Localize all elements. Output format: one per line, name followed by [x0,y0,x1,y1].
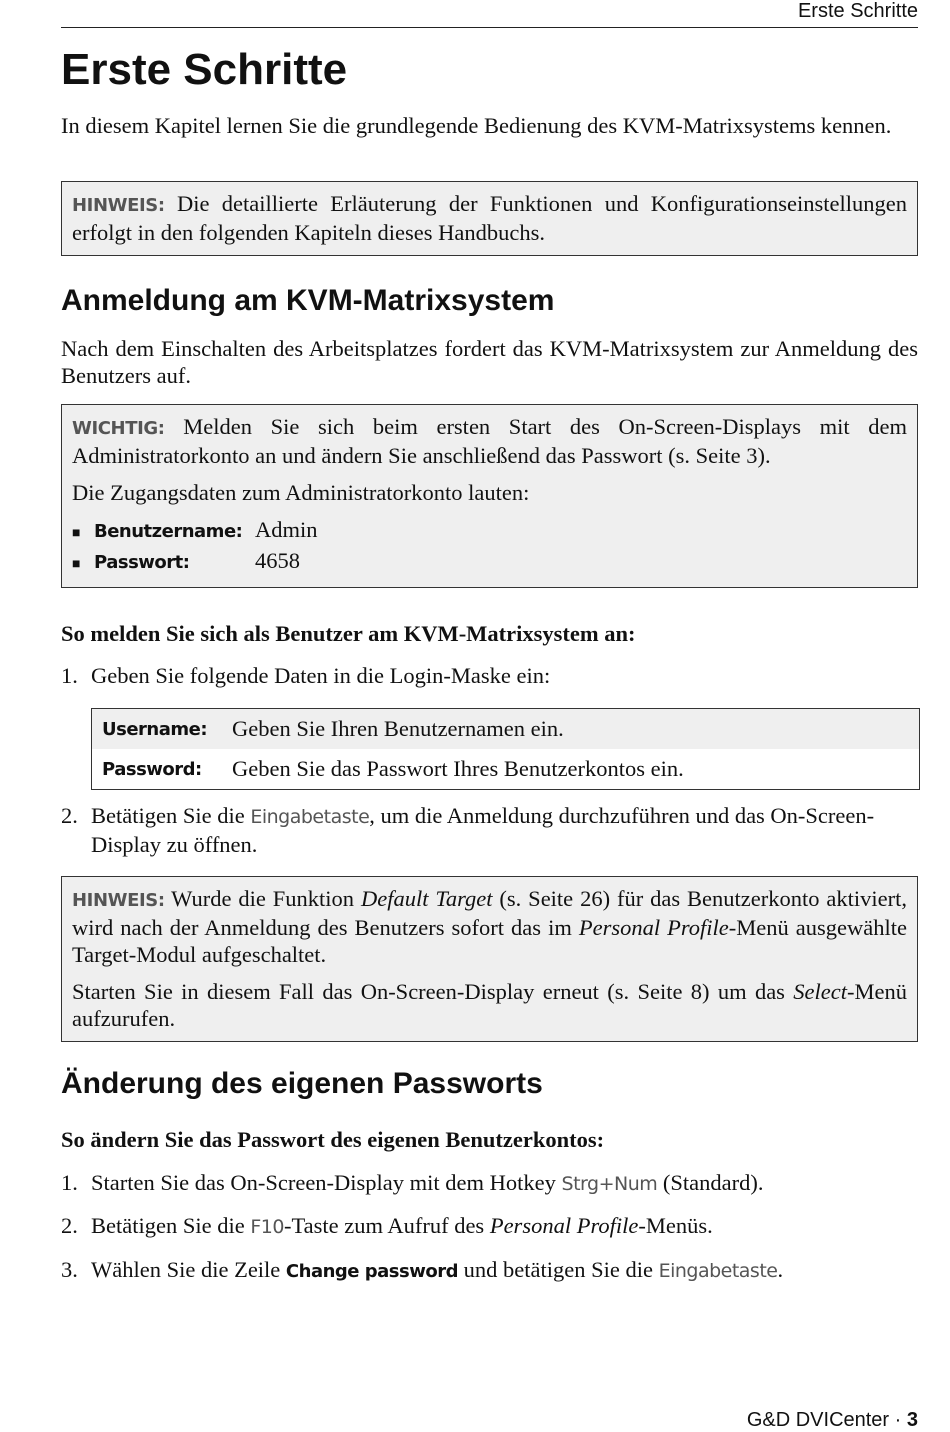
step-number: 1. [61,663,78,688]
list-item [72,516,907,547]
step-text-part: Betätigen Sie die [91,803,251,828]
step-text-part: (Standard). [657,1170,764,1195]
field-name: Password: [102,758,202,780]
running-header: Erste Schritte [61,0,918,28]
key-name: F10 [250,1216,284,1238]
note-text-part: Starten Sie in diesem Fall das On-Screen-Display erneut (s. Seite 8) um das [72,979,794,1004]
key-name: Eingabetaste [658,1260,778,1282]
important-box [61,404,918,588]
menu-term: Personal Profile [489,1213,639,1238]
step-text-part: -Menüs. [638,1213,713,1238]
login-procedure-title: So melden Sie sich als Benutzer am KVM-Matrixsystem an: [61,621,636,646]
step-item [61,1169,918,1198]
field-description: Geben Sie das Passwort Ihres Benutzerkontos ein. [232,756,684,781]
note-label: HINWEIS: [72,195,165,216]
note-text: Die detaillierte Erläuterung der Funktionen und Konfigurationseinstellungen erfolgt in den folgenden Kapiteln dieses Handbuchs. [72,191,907,245]
footer-product: G&D DVICenter · [746,1409,907,1431]
step-text [91,1169,918,1198]
step-text-part: -Taste zum Aufruf des [283,1213,490,1238]
section-title-password: Änderung des eigenen Passworts [61,1067,543,1100]
note-text-part: (s. Seite 26) für das Benutzerkonto aktiviert, wird nach der Anmeldung des Benutzers sofort das im [72,886,907,940]
bullet-square-icon: ■ [72,557,81,572]
chapter-intro: In diesem Kapitel lernen Sie die grundlegende Bedienung des KVM-Matrixsystems kennen. [61,113,892,138]
list-item [72,547,907,578]
step-item [61,802,918,858]
note-label: HINWEIS: [72,890,165,911]
credential-key: Benutzername: [94,521,243,542]
field-description: Geben Sie Ihren Benutzernamen ein. [232,716,564,741]
note-term: Personal Profile [578,915,729,940]
login-intro: Nach dem Einschalten des Arbeitsplatzes fordert das KVM-Matrixsystem zur Anmeldung des Benutzers auf. [61,336,918,388]
step-number: 2. [61,803,78,828]
bullet-square-icon: ■ [72,526,81,541]
table-row [92,749,919,789]
note-text-part: Wurde die Funktion [171,886,361,911]
step-text-part: Betätigen Sie die [91,1213,251,1238]
note-text-part: -Menü aufzurufen. [72,979,907,1031]
credential-key: Passwort: [94,552,190,573]
step-text-part: . [777,1257,784,1282]
note-term: Select [793,979,847,1004]
step-item [61,1256,918,1285]
field-name: Username: [102,718,208,740]
note-box-1 [61,181,918,256]
step-number: 3. [61,1257,78,1282]
note-box-2 [61,876,918,1042]
page-footer [747,1409,918,1432]
step-text [91,1212,918,1241]
step-text-part: Wählen Sie die Zeile [91,1257,286,1282]
step-text-part: Starten Sie das On-Screen-Display mit dem Hotkey [91,1170,562,1195]
menu-command: Change password [285,1261,458,1282]
page-number: 3 [906,1409,918,1431]
step-item [61,662,918,689]
key-name: Strg+Num [561,1173,658,1195]
section-title-login: Anmeldung am KVM-Matrixsystem [61,284,555,317]
note-text-part: -Menü ausgewählte Target-Modul aufgeschaltet. [72,915,907,967]
credential-value: 4658 [255,548,300,573]
chapter-title: Erste Schritte [61,45,348,94]
important-text: Melden Sie sich beim ersten Start des On-Screen-Displays mit dem Administratorkonto an und ändern Sie anschließend das Passwort (s. Seite 3). [72,414,908,468]
credentials-intro: Die Zugangsdaten zum Administratorkonto lauten: [72,480,530,505]
login-fields-table [91,708,920,790]
step-text: Geben Sie folgende Daten in die Login-Maske ein: [91,663,551,688]
important-label: WICHTIG: [72,418,165,439]
step-text-part: und betätigen Sie die [457,1257,659,1282]
credentials-list [72,516,907,578]
step-text [91,802,918,858]
credential-value: Admin [255,517,318,542]
step-text [91,1256,918,1285]
password-procedure-title: So ändern Sie das Passwort des eigenen Benutzerkontos: [61,1127,605,1152]
step-number: 1. [61,1170,78,1195]
key-name: Eingabetaste [250,806,370,828]
step-item [61,1212,918,1241]
note-term: Default Target [360,886,493,911]
table-row [92,709,919,749]
step-text-part: , um die Anmeldung durchzuführen und das On-Screen-Display zu öffnen. [91,803,875,857]
step-number: 2. [61,1213,78,1238]
